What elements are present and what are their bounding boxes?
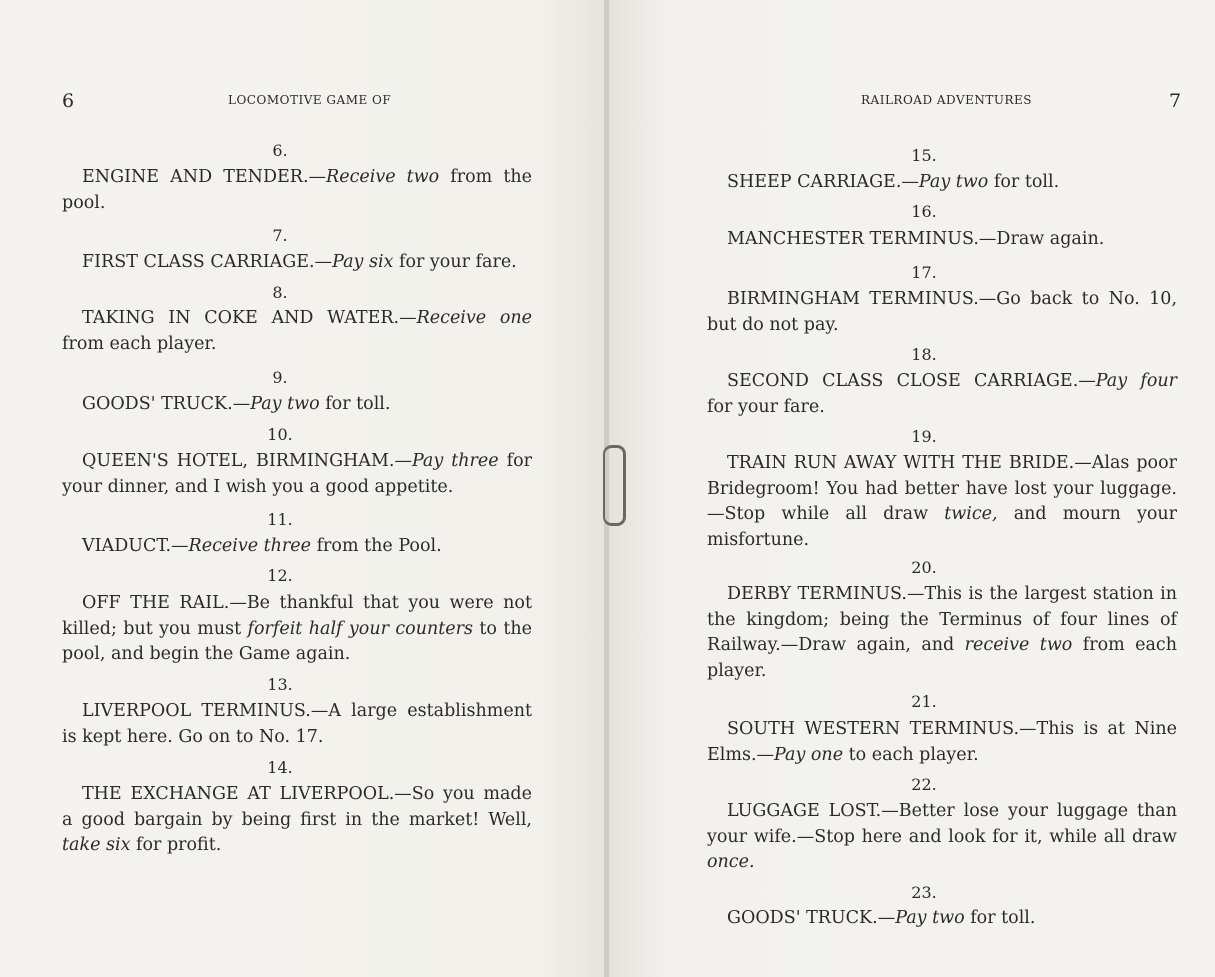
entry-pre: Draw again. — [996, 229, 1105, 249]
entry-dash: — — [232, 394, 251, 414]
entry-dash: — — [314, 252, 333, 272]
entry-number: 9. — [272, 368, 288, 387]
entry-number: 17. — [911, 263, 937, 282]
running-header: RAILROAD ADVENTURES — [861, 93, 1033, 107]
running-header: LOCOMOTIVE GAME OF — [228, 93, 392, 107]
entry-pre: Be thankful that you were not killed; but you must — [62, 593, 532, 639]
entry-rest: to the pool, and begin the Game again. — [62, 618, 532, 664]
entry-title: SHEEP CARRIAGE. — [727, 172, 902, 192]
game-entry — [62, 699, 532, 750]
entry-body: once. — [707, 852, 755, 872]
entry-body: twice, — [944, 504, 998, 524]
game-entry — [707, 799, 1177, 876]
entry-pre: Alas poor Bridegroom! You had better have lost your luggage.—Stop while all draw — [707, 453, 1177, 524]
entry-number: 19. — [911, 427, 937, 446]
entry-body: Pay one — [774, 744, 844, 765]
entry-dash: — — [171, 536, 189, 556]
game-entry — [707, 227, 1177, 253]
entry-rest: for toll. — [964, 908, 1036, 928]
entry-dash: — — [394, 784, 412, 804]
entry-rest: for your fare. — [707, 396, 825, 417]
entry-dash: — — [978, 229, 997, 249]
entry-title: SECOND CLASS CLOSE CARRIAGE. — [727, 371, 1079, 391]
entry-pre: Better lose your luggage than your wife.—Stop here and look for it, while all draw — [707, 801, 1177, 847]
entry-body: Pay two — [895, 908, 965, 928]
game-entry — [62, 306, 532, 357]
page-number: 6 — [62, 90, 75, 112]
game-entry — [62, 392, 532, 418]
entry-rest: for toll. — [319, 394, 391, 414]
entry-number: 20. — [911, 558, 937, 577]
entry-dash: — — [906, 584, 925, 604]
game-entry — [707, 582, 1177, 684]
entry-title: OFF THE RAIL. — [82, 593, 230, 613]
entry-title: QUEEN'S HOTEL, BIRMINGHAM. — [82, 451, 395, 471]
entry-pre: So you made a good bargain by being first in the market! Well, — [62, 784, 532, 830]
entry-title: LUGGAGE LOST. — [727, 801, 882, 821]
page-number: 7 — [1169, 90, 1182, 112]
entry-rest: from the Pool. — [311, 536, 442, 556]
entry-rest: for profit. — [130, 835, 222, 855]
entry-number: 23. — [911, 883, 937, 902]
entry-rest: for your dinner, and I wish you a good appetite. — [62, 451, 532, 497]
game-entry — [707, 287, 1177, 338]
entry-dash: — — [399, 308, 417, 328]
entry-rest: to each player. — [843, 744, 979, 765]
entry-body: Pay two — [918, 172, 989, 192]
entry-body: Pay four — [1095, 371, 1177, 391]
entry-number: 14. — [267, 758, 293, 777]
entry-pre: A large establishment is kept here. Go on to No. 17. — [62, 701, 532, 747]
entry-number: 18. — [911, 345, 937, 364]
entry-dash: — — [308, 167, 327, 187]
game-entry — [707, 906, 1177, 932]
entry-number: 22. — [911, 775, 937, 794]
entry-number: 16. — [911, 202, 937, 221]
entry-pre: This is the largest station in the kingdom; being the Terminus of four lines of Railway.—Draw again, and — [707, 584, 1178, 655]
entry-rest: from each player. — [62, 333, 217, 354]
entry-title: SOUTH WESTERN TERMINUS. — [727, 719, 1020, 739]
entry-body: forfeit half your counters — [247, 618, 473, 639]
entry-body: receive two — [964, 635, 1073, 655]
entry-title: FIRST CLASS CARRIAGE. — [82, 252, 315, 272]
entry-body: Pay six — [332, 252, 394, 272]
entry-number: 15. — [911, 146, 937, 165]
entry-rest: and mourn your misfortune. — [707, 504, 1177, 550]
entry-dash: — — [1078, 371, 1096, 391]
entry-body: take six — [62, 835, 131, 855]
entry-title: BIRMINGHAM TERMINUS. — [727, 289, 979, 309]
entry-title: TRAIN RUN AWAY WITH THE BRIDE. — [727, 453, 1075, 473]
game-entry — [62, 250, 532, 276]
game-entry — [707, 369, 1177, 420]
game-entry — [62, 534, 532, 560]
entry-dash: — — [881, 801, 899, 821]
entry-title: MANCHESTER TERMINUS. — [727, 229, 979, 249]
entry-title: VIADUCT. — [82, 536, 172, 556]
entry-dash: — — [1074, 453, 1092, 473]
entry-number: 6. — [272, 141, 288, 160]
entry-dash: — — [310, 701, 329, 721]
entry-title: LIVERPOOL TERMINUS. — [82, 701, 311, 721]
entry-dash: — — [1019, 719, 1037, 739]
entry-title: TAKING IN COKE AND WATER. — [82, 308, 400, 328]
game-entry — [62, 782, 532, 859]
entry-number: 10. — [267, 425, 293, 444]
entry-dash: — — [877, 908, 896, 928]
paper-clip-icon — [603, 445, 626, 526]
game-entry — [707, 170, 1177, 196]
entry-body: Receive three — [188, 536, 312, 556]
entry-rest: from each player. — [707, 635, 1177, 681]
entry-number: 11. — [267, 510, 293, 529]
game-entry — [62, 591, 532, 668]
game-entry — [707, 717, 1177, 768]
entry-dash: — — [394, 451, 412, 471]
entry-dash: — — [901, 172, 919, 192]
entry-title: THE EXCHANGE AT LIVERPOOL. — [82, 784, 395, 804]
entry-number: 12. — [267, 566, 293, 585]
entry-body: Receive two — [326, 167, 440, 187]
game-entry — [62, 165, 532, 216]
entry-number: 8. — [272, 283, 288, 302]
entry-title: GOODS' TRUCK. — [727, 908, 878, 928]
entry-dash: — — [978, 289, 997, 309]
entry-rest: for toll. — [988, 172, 1060, 192]
game-entry — [707, 451, 1177, 553]
entry-rest: for your fare. — [393, 252, 517, 272]
entry-title: DERBY TERMINUS. — [727, 584, 907, 604]
entry-number: 21. — [911, 692, 937, 711]
entry-number: 13. — [267, 675, 293, 694]
game-entry — [62, 449, 532, 500]
entry-pre: This is at Nine Elms.— — [707, 719, 1177, 765]
entry-rest: from the pool. — [62, 167, 533, 213]
entry-title: GOODS' TRUCK. — [82, 394, 233, 414]
entry-title: ENGINE AND TENDER. — [82, 167, 309, 187]
entry-pre: Go back to No. 10, but do not pay. — [707, 289, 1178, 335]
entry-number: 7. — [272, 226, 288, 245]
entry-body: Pay three — [411, 451, 499, 471]
entry-body: Pay two — [250, 394, 320, 414]
entry-body: Receive one — [416, 308, 532, 328]
entry-dash: — — [229, 593, 247, 613]
